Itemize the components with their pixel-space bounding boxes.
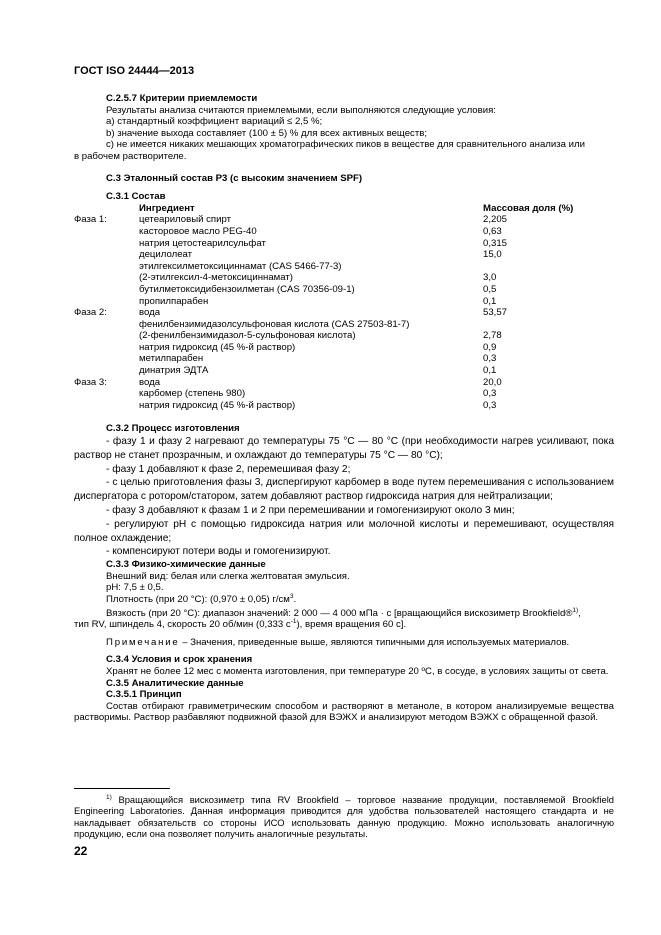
ingredient: этилгексилметоксициннамат (CAS 5466-77-3) [139,260,342,272]
mass-value: 0,9 [483,341,497,353]
process-step-3: - с целью приготовления фазы 3, диспергируют карбомер в воде путем перемешивания с использованием диспергатора с ротором/статором, затем добавляют раствор гидроксида натрия для нейтрализации; [74,477,614,503]
composition-heading: С.3.1 Состав [106,191,166,203]
analytic-heading: С.3.5 Аналитические данные [106,677,244,689]
ingredient: динатрия ЭДТА [139,365,209,377]
ingredient: (2-фенилбензимидазол-5-сульфоновая кислота) [139,330,356,342]
viscosity-line2 [74,619,614,631]
physchem-heading: С.3.3 Физико-химические данные [106,559,266,571]
col-mass: Массовая доля (%) [483,202,574,214]
page-header: ГОСТ ISO 24444—2013 [74,65,195,77]
viscosity-label: Вязкость (при 20 °С): диапазон значений: 2 000 — 4 000 мПа · с [вращающийся вискозиметр Brookfield® [106,607,573,619]
viscosity-comma: , [578,607,581,619]
viscosity-spindle: тип RV, шпиндель 4, скорость 20 об/мин (0,333 с [74,619,291,631]
acceptance-intro: Результаты анализа считаются приемлемыми, если выполняются следующие условия: [106,104,496,116]
acceptance-item-c-line2: в рабочем растворителе. [74,150,187,162]
document-body [74,93,614,724]
ingredient: вода [139,376,161,388]
process-step-5: - регулируют pH с помощью гидроксида натрия или молочной кислоты и перемешивают, осуществляя полное охлаждение; [74,518,614,544]
mass-value: 0,3 [483,388,497,400]
process-step-4: - фазу 3 добавляют к фазам 1 и 2 при перемешивании и гомогенизируют около 3 мин; [106,505,515,517]
mass-value: 0,1 [483,295,497,307]
principle-text: Состав отбирают гравиметрическим способом и растворяют в метаноле, в котором анализируемые вещества растворимы. Раствор разбавляют подвижной фазой для ВЭЖХ и анализируют методом ВЭЖХ с обращенной фазой. [74,700,614,724]
viscosity-end: ), время вращения 60 с]. [296,619,407,631]
appearance-text: Внешний вид: белая или слегка желтоватая эмульсия. [106,570,350,582]
ingredient: касторовое масло PEG-40 [139,225,257,237]
ingredient: карбомер (степень 980) [139,388,246,400]
mass-value: 0,3 [483,353,497,365]
mass-value [483,319,614,331]
acceptance-heading: С.2.5.7 Критерии приемлемости [106,93,258,104]
col-ingredient: Ингредиент [139,202,195,214]
density-text [106,594,614,606]
ingredient: фенилбензимидазолсульфоновая кислота (CAS 27503-81-7) [139,318,410,330]
acceptance-item-c-line1: c) не имеется никаких мешающих хроматографических пиков в веществе для сравнительного анализа или [106,139,585,151]
mass-value: 15,0 [483,249,502,261]
ingredient: цетеариловый спирт [139,214,231,226]
note-text: – Значения, приведенные выше, являются типичными для используемых материалов. [179,636,570,648]
process-heading: С.3.2 Процесс изготовления [106,423,240,435]
footnote-text: Вращающийся вискозиметр типа RV Brookfield – торговое название продукции, поставляемой Brookfield Engineering Laboratories. Данная информация приводится для удобства пользователей настоящего стандарта и не накладывает обязательств со стороны ИСО использовать данную продукцию. Можно использовать аналогичную продукцию, если она позволяет получить аналогичные результаты. [74,794,614,840]
acceptance-item-a: a) стандартный коэффициент вариаций ≤ 2,5 %; [106,116,323,128]
mass-value: 2,78 [483,330,502,342]
ingredient: (2-этилгексил-4-метоксициннамат) [139,272,293,284]
viscosity-unit-sup: -1 [290,617,297,625]
acceptance-item-b: b) значение выхода составляет (100 ± 5) % для всех активных веществ; [106,127,427,139]
mass-value: 20,0 [483,376,502,388]
principle-heading: С.3.5.1 Принцип [106,689,182,701]
ingredient: децилолеат [139,249,193,261]
ingredient: пропилпарабен [139,295,209,307]
p3-heading: С.3 Эталонный состав Р3 (с высоким значением SPF) [106,172,363,184]
viscosity-line1 [106,608,614,620]
note-label: Примечание [106,636,180,648]
mass-value: 0,5 [483,283,497,295]
footnote [74,794,614,840]
ingredient: натрия гидроксид (45 %-й раствор) [139,399,296,411]
phase2-label: Фаза 2: [74,307,107,319]
mass-value [483,261,614,273]
density-label: Плотность (при 20 °С): (0,970 ± 0,05) г/см [106,593,290,605]
footnote-ref[interactable]: 1) [572,606,579,614]
note [74,637,614,649]
density-unit-sup: 3 [289,592,294,600]
ph-text: pH: 7,5 ± 0,5. [106,582,164,594]
page-number: 22 [74,844,88,858]
process-step-2: - фазу 1 добавляют к фазе 2, перемешивая фазу 2; [106,463,351,475]
mass-value: 0,3 [483,399,497,411]
mass-value: 53,57 [483,307,508,319]
mass-value: 3,0 [483,272,497,284]
ingredient: натрия цетостеарилсульфат [139,237,266,249]
ingredient: бутилметоксидибензоилметан (CAS 70356-09-1) [139,283,355,295]
ingredient: вода [139,307,161,319]
composition-table [74,203,614,412]
storage-heading: С.3.4 Условия и срок хранения [106,654,253,666]
process-step-1: - фазу 1 и фазу 2 нагревают до температуры 75 °С — 80 °С (при необходимости нагрев усиливают, пока раствор не станет прозрачным, и охлаждают до температуры 75 °С — 80 °С); [74,436,614,461]
process-step-6: - компенсируют потери воды и гомогенизируют. [106,546,331,558]
footnote-divider [74,788,170,789]
mass-value: 2,205 [483,214,508,226]
density-end: . [293,593,297,605]
ingredient: метилпарабен [139,353,204,365]
mass-value: 0,315 [483,237,508,249]
phase1-label: Фаза 1: [74,214,107,226]
mass-value: 0,63 [483,225,502,237]
ingredient: натрия гидроксид (45 %-й раствор) [139,341,296,353]
footnote-mark: 1) [106,793,112,801]
phase3-label: Фаза 3: [74,376,107,388]
storage-text: Хранят не более 12 мес с момента изготовления, при температуре 20 ºС, в сосуде, в условиях защиты от света. [106,665,609,677]
mass-value: 0,1 [483,365,497,377]
